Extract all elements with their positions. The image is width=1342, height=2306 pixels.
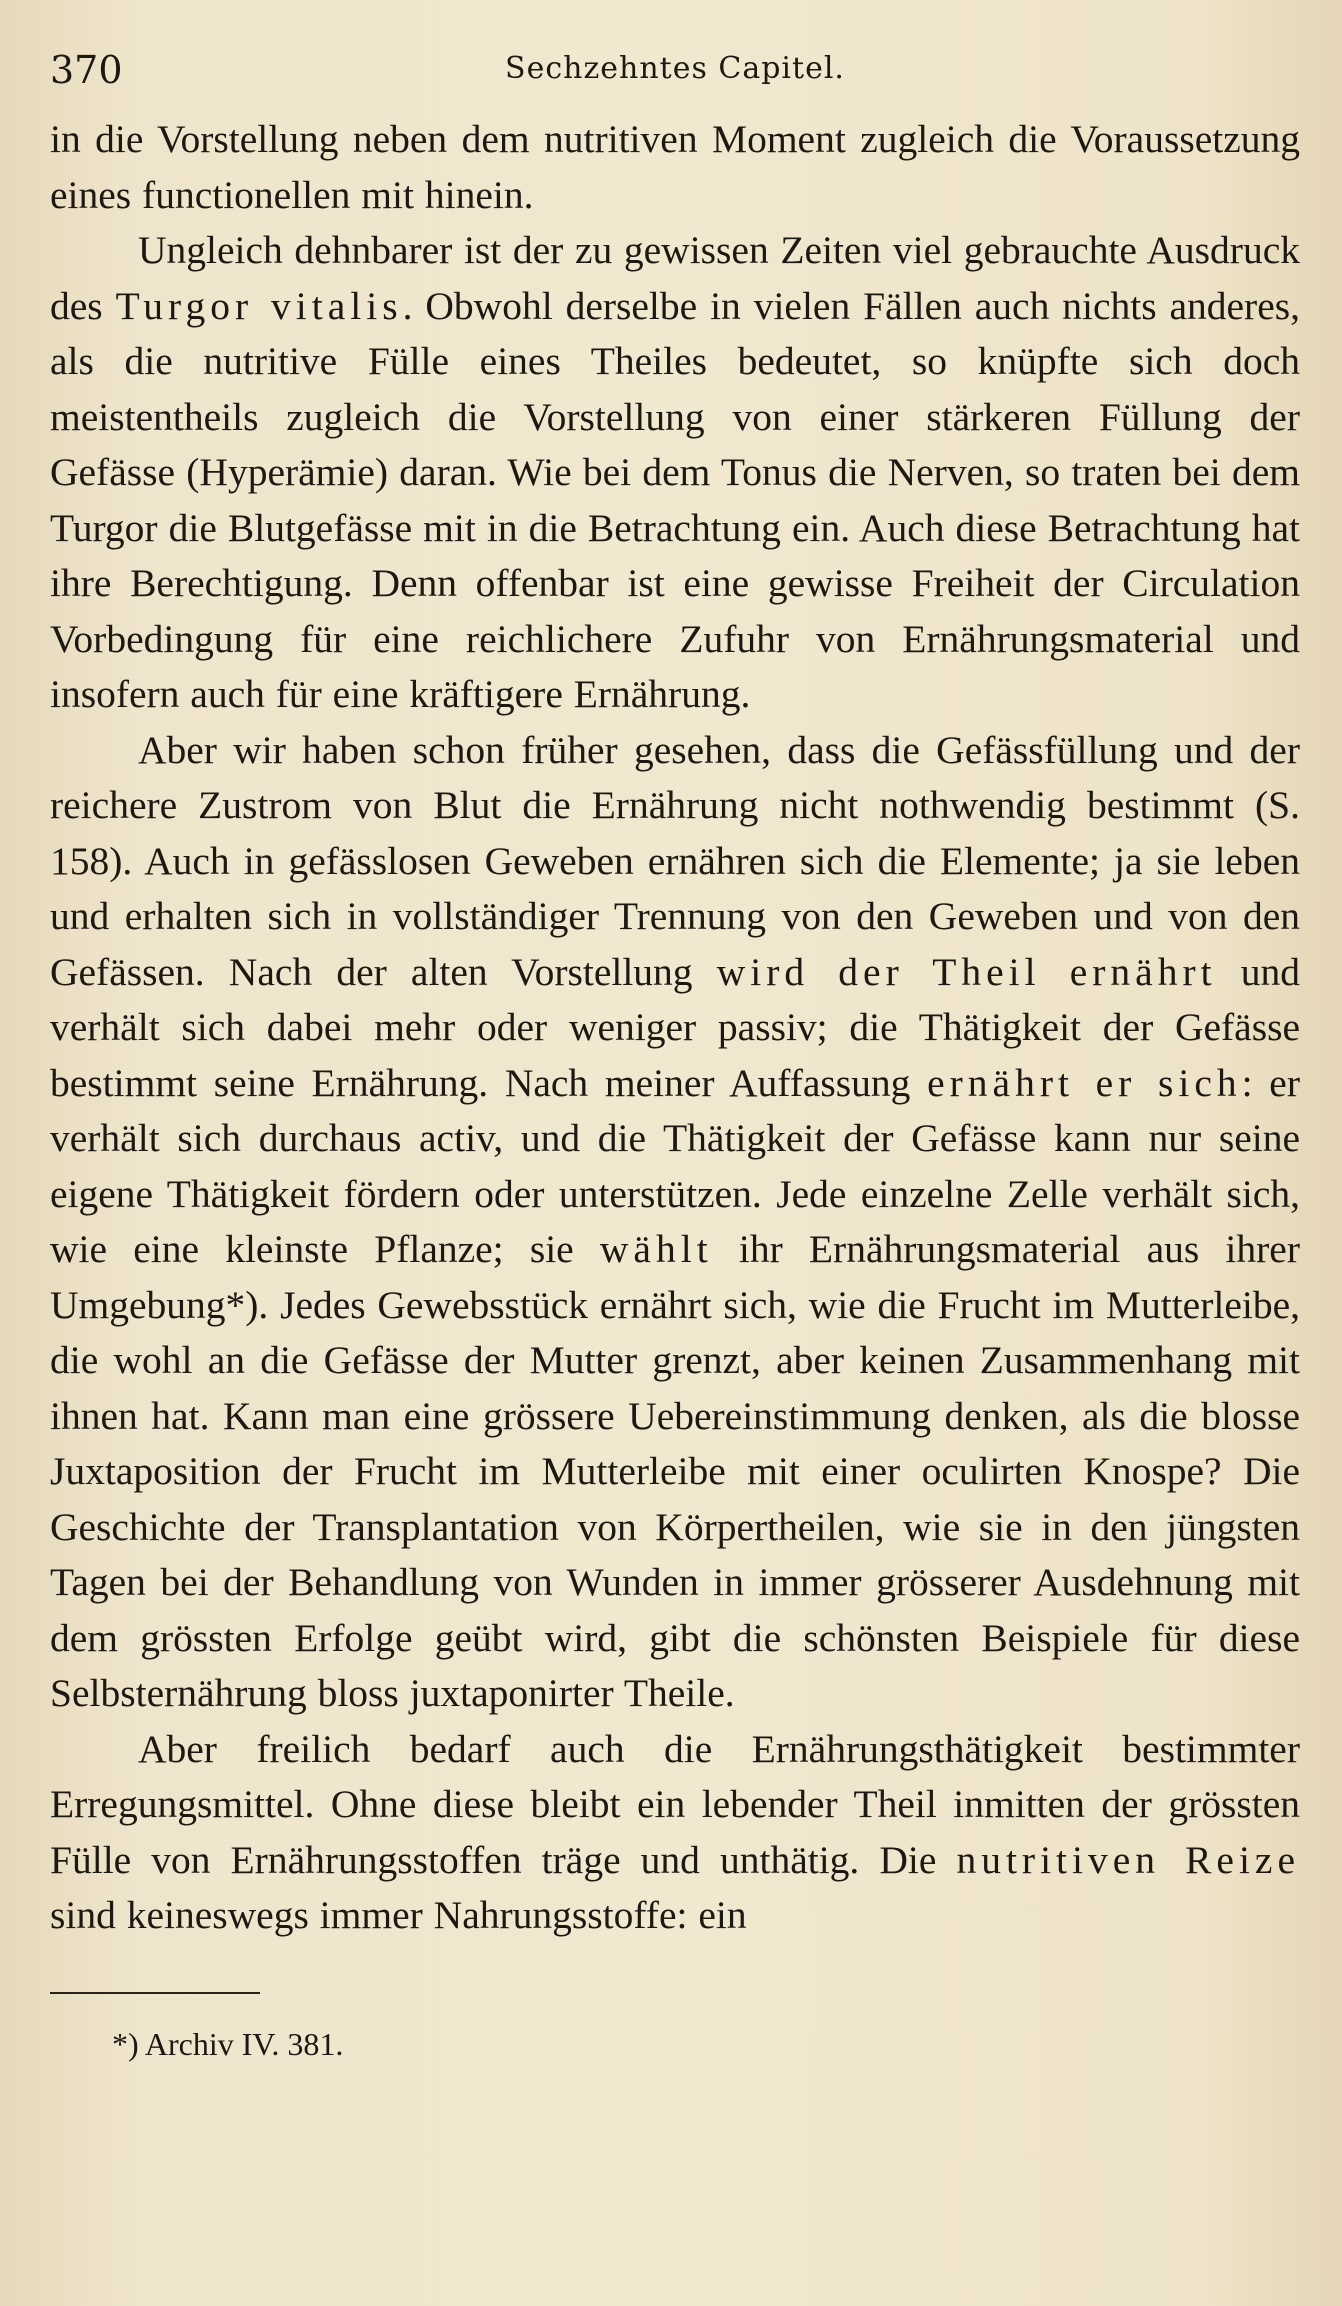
paragraph-4	[50, 1722, 1300, 1944]
paragraph-3	[50, 723, 1300, 1722]
footnote-divider	[50, 1992, 260, 1994]
spaced-word-waehlt: wählt	[599, 1227, 713, 1271]
spaced-phrase-wird-ernaehrt: wird der Theil ernährt	[716, 949, 1217, 994]
spaced-phrase-ernaehrt-er-sich: ernährt er sich	[927, 1060, 1242, 1105]
text-segment: Aber wir haben schon früher gesehen, dass die Gefässfüllung und der reichere Zustrom von Blut die Ernährung nicht nothwendig bestimmt (S. 158). Auch in gefässlosen Geweben ernähren sich die Elemente; ja sie leben und erhalten sich in vollständiger Trennung von den Geweben und von den Gefässen. Nach der alten Vorstellung	[50, 727, 1300, 994]
main-text	[50, 112, 1300, 1944]
page-header	[50, 46, 1300, 112]
spaced-term-nutritiven-reize: nutritiven Reize	[956, 1837, 1300, 1882]
text-segment: : er verhält sich durchaus activ, und die Thätigkeit der Gefässe kann nur seine eigene Thätigkeit fördern oder unterstützen. Jede einzelne Zelle verhält sich, wie eine kleinste Pflanze; sie	[50, 1060, 1300, 1271]
text-segment: sind keineswegs immer Nahrungsstoffe: ein	[50, 1893, 747, 1937]
running-title: Sechzehntes Capitel.	[505, 51, 845, 86]
paragraph-2	[50, 223, 1300, 723]
page-number: 370	[50, 48, 123, 92]
text-segment: und verhält sich dabei mehr oder weniger passiv; die Thätigkeit der Gefässe bestimmt seine Ernährung. Nach meiner Auffassung	[50, 949, 1300, 1105]
footnote: *) Archiv IV. 381.	[112, 2025, 344, 2062]
text-segment: ihr Ernährungsmaterial aus ihrer Umgebung*). Jedes Gewebsstück ernährt sich, wie die Frucht im Mutterleibe, die wohl an die Gefässe der Mutter grenzt, aber keinen Zusammenhang mit ihnen hat. Kann man eine grössere Uebereinstimmung denken, als die blosse Juxtaposition der Frucht im Mutterleibe mit einer oculirten Knospe? Die Geschichte der Transplantation von Körpertheilen, wie sie in den jüngsten Tagen bei der Behandlung von Wunden in immer grösserer Ausdehnung mit dem grössten Erfolge geübt wird, gibt die schönsten Beispiele für diese Selbsternährung bloss juxtaponirter Theile.	[50, 1227, 1300, 1715]
paragraph-1	[50, 112, 1300, 223]
text-segment: in die Vorstellung neben dem nutritiven Moment zugleich die Voraussetzung eines functionellen mit hinein.	[50, 117, 1300, 217]
spaced-term-turgor-vitalis: Turgor vitalis	[115, 283, 403, 328]
text-segment: . Obwohl derselbe in vielen Fällen auch nichts anderes, als die nutritive Fülle eines Theiles bedeutet, so knüpfte sich doch meistentheils zugleich die Vorstellung von einer stärkeren Füllung der Gefässe (Hyperämie) daran. Wie bei dem Tonus die Nerven, so traten bei dem Turgor die Blutgefässe mit in die Betrachtung ein. Auch diese Betrachtung hat ihre Berechtigung. Denn offenbar ist eine gewisse Freiheit der Circulation Vorbedingung für eine reichlichere Zufuhr von Ernährungsmaterial und insofern auch für eine kräftigere Ernährung.	[50, 283, 1300, 716]
text-segment: Aber freilich bedarf auch die Ernährungsthätigkeit bestimmter Erregungsmittel. Ohne diese bleibt ein lebender Theil inmitten der grössten Fülle von Ernährungsstoffen träge und unthätig. Die	[50, 1726, 1300, 1882]
text-segment: Ungleich dehnbarer ist der zu gewissen Zeiten viel gebrauchte Ausdruck des	[50, 228, 1300, 328]
